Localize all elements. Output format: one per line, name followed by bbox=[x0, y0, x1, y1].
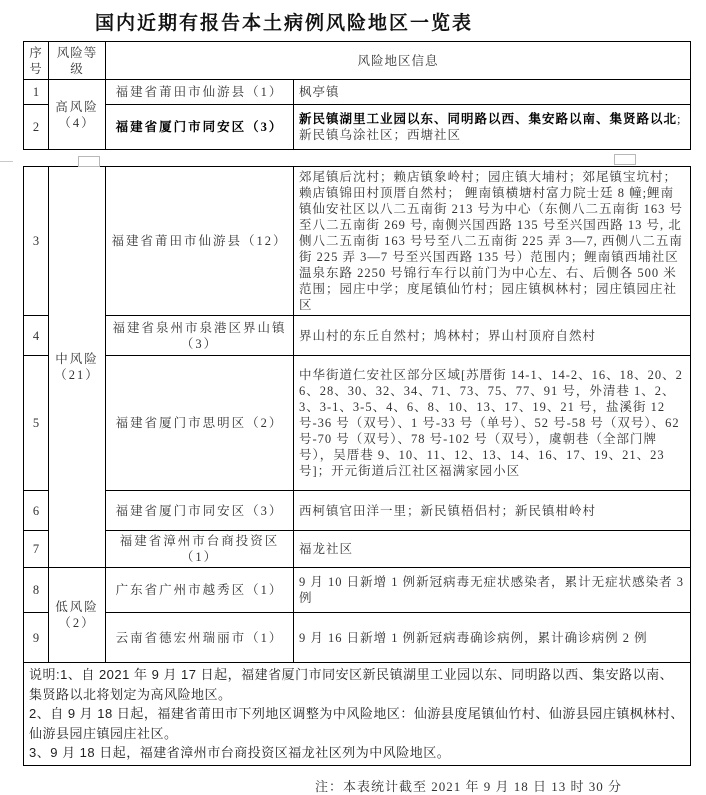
table-row bbox=[24, 568, 691, 613]
notes-row bbox=[24, 663, 691, 766]
row9-seq: 9 bbox=[24, 613, 49, 663]
row1-info: 枫亭镇 bbox=[294, 80, 691, 105]
row4-info: 界山村的东丘自然村；鸠林村；界山村顶府自然村 bbox=[294, 316, 691, 356]
risk-level-low-count: （2） bbox=[58, 616, 96, 630]
row4-region: 福建省泉州市泉港区界山镇（3） bbox=[106, 316, 294, 356]
note-line-1: 说明:1、自 2021 年 9 月 17 日起，福建省厦门市同安区新民镇湖里工业园以东、同明路以西、集安路以南、集贤路以北将划定为高风险地区。 bbox=[29, 667, 674, 702]
row7-seq: 7 bbox=[24, 531, 49, 568]
risk-level-medium-label: 中风险 bbox=[55, 352, 99, 366]
page-title: 国内近期有报告本土病例风险地区一览表 bbox=[95, 13, 474, 34]
row3-seq: 3 bbox=[24, 167, 49, 316]
footer-note: 注：本表统计截至 2021 年 9 月 18 日 13 时 30 分 bbox=[315, 778, 623, 794]
risk-level-high-label: 高风险 bbox=[55, 99, 99, 114]
row3-region: 福建省莆田市仙游县（12） bbox=[106, 167, 294, 316]
row8-seq: 8 bbox=[24, 568, 49, 613]
risk-table-part1 bbox=[23, 41, 691, 150]
row2-region: 福建省厦门市同安区（3） bbox=[106, 105, 294, 150]
row5-info: 中华街道仁安社区部分区域[苏厝街 14-1、14-2、16、18、20、26、28、30、32、34、71、73、75、77、91 号，外清巷 1、2、3、3-1、3-5、4、6、8、10、13、17、19、21 号，盐溪街 12 号-36 号（双号）、1 号-33 号（单号）、52 号-58 号（双号）、62 号-70 号（双号）、78 号-102 号（双号），虞朝巷（全部门牌号），吴厝巷 9、10、11、12、13、14、16、17、19、21、23 号]；开元街道后江社区福满家园小区 bbox=[294, 356, 691, 491]
row8-region: 广东省广州市越秀区（1） bbox=[106, 568, 294, 613]
table-row bbox=[24, 80, 691, 105]
header-risk-level: 风险等级 bbox=[49, 42, 106, 80]
note-line-3: 3、9 月 18 日起，福建省漳州市台商投资区福龙社区列为中风险地区。 bbox=[29, 745, 451, 760]
header-seq: 序号 bbox=[24, 42, 49, 80]
row3-info: 郊尾镇后沈村；赖店镇象岭村；园庄镇大埔村；郊尾镇宝坑村；赖店镇锦田村顶厝自然村； 鲤南镇横塘村富力院士廷 8 幢;鲤南镇仙安社区以八二五南街 213 号为中心（东侧八二五南街 163 号至八二五南街 269 号, 南侧兴国西路 135 号至兴国西路 13 号, 北侧八二五南街 163 号号至八二五南街 225 弄 3—7, 西侧八二五南街 225 弄 3—7 号至兴国西路 135 号）范围内；鲤南镇西埔社区温泉东路 2250 号锦行车行以前门为中心左、右、后侧各 500 米范围；园庄中学；度尾镇仙竹村；园庄镇枫林村；园庄镇园庄社区 bbox=[294, 167, 691, 316]
risk-level-medium-count: （21） bbox=[54, 368, 100, 382]
header-row bbox=[24, 42, 691, 80]
table-row bbox=[24, 613, 691, 663]
row1-region: 福建省莆田市仙游县（1） bbox=[106, 80, 294, 105]
note-line-2: 2、自 9 月 18 日起，福建省莆田市下列地区调整为中风险地区：仙游县度尾镇仙竹村、仙游县园庄镇枫林村、仙游县园庄镇园庄社区。 bbox=[29, 706, 684, 741]
row2-info bbox=[294, 105, 691, 150]
row6-info: 西柯镇官田洋一里；新民镇梧侣村；新民镇柑岭村 bbox=[294, 491, 691, 531]
table-row bbox=[24, 491, 691, 531]
table-row bbox=[24, 356, 691, 491]
page-break-line bbox=[0, 161, 13, 162]
notes-cell bbox=[24, 663, 691, 766]
risk-level-high-count: （4） bbox=[58, 115, 96, 130]
risk-level-high bbox=[49, 80, 106, 150]
row7-region: 福建省漳州市台商投资区（1） bbox=[106, 531, 294, 568]
risk-level-low-label: 低风险 bbox=[55, 600, 99, 614]
row5-seq: 5 bbox=[24, 356, 49, 491]
table-row bbox=[24, 316, 691, 356]
table-handle-right bbox=[614, 154, 636, 165]
table-row bbox=[24, 105, 691, 150]
row9-region: 云南省德宏州瑞丽市（1） bbox=[106, 613, 294, 663]
risk-level-low bbox=[49, 568, 106, 663]
row6-region: 福建省厦门市同安区（3） bbox=[106, 491, 294, 531]
row7-info: 福龙社区 bbox=[294, 531, 691, 568]
table-handle-left bbox=[78, 156, 100, 167]
row6-seq: 6 bbox=[24, 491, 49, 531]
risk-level-medium bbox=[49, 167, 106, 568]
risk-table-part2 bbox=[23, 166, 691, 766]
row1-seq: 1 bbox=[24, 80, 49, 105]
table-row bbox=[24, 167, 691, 316]
table-row bbox=[24, 531, 691, 568]
row2-info-rest: ;新民镇乌涂社区；西塘社区 bbox=[299, 112, 682, 142]
row8-info: 9 月 10 日新增 1 例新冠病毒无症状感染者，累计无症状感染者 3 例 bbox=[294, 568, 691, 613]
row9-info: 9 月 16 日新增 1 例新冠病毒确诊病例，累计确诊病例 2 例 bbox=[294, 613, 691, 663]
row5-region: 福建省厦门市思明区（2） bbox=[106, 356, 294, 491]
header-risk-info: 风险地区信息 bbox=[106, 42, 691, 80]
row2-seq: 2 bbox=[24, 105, 49, 150]
row2-info-bold: 新民镇湖里工业园以东、同明路以西、集安路以南、集贤路以北 bbox=[299, 112, 678, 126]
row4-seq: 4 bbox=[24, 316, 49, 356]
